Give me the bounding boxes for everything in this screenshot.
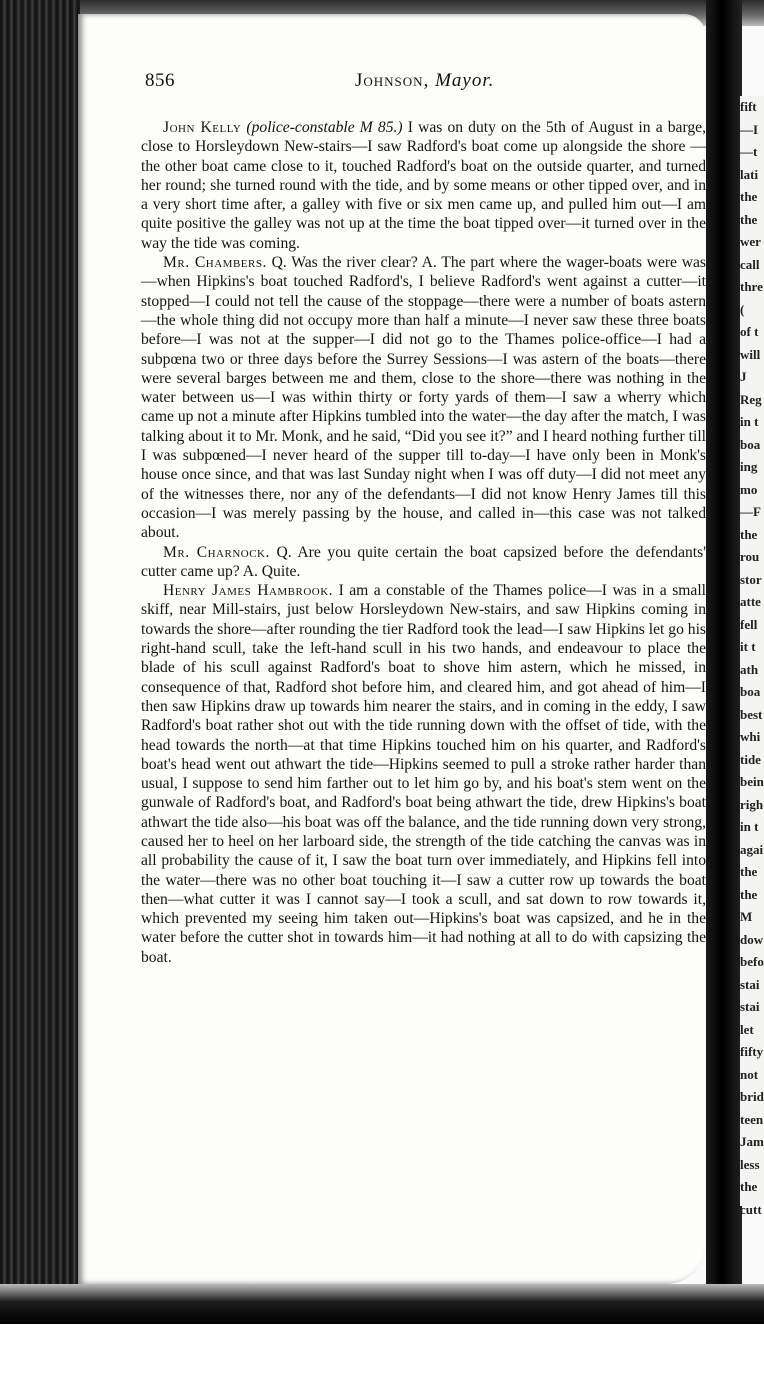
- facing-page-fragment: teen: [740, 1111, 764, 1127]
- facing-page-fragment: the: [740, 211, 758, 227]
- facing-page-fragment: the: [740, 526, 758, 542]
- facing-page-fragment: the: [740, 189, 758, 204]
- facing-page-fragment: let: [740, 1021, 754, 1037]
- facing-page-fragments: [740, 96, 764, 1221]
- facing-page-fragment: best: [740, 706, 763, 722]
- facing-page-fragment: in t: [740, 414, 759, 429]
- bottom-margin: [0, 1324, 764, 1398]
- facing-page-fragment: befo: [740, 954, 764, 969]
- facing-page-fragment: it t: [740, 639, 756, 654]
- facing-page-fragment: stai: [740, 999, 760, 1014]
- speaker-name: Mr. Chambers.: [163, 254, 267, 272]
- facing-page-fragment: —t: [740, 144, 758, 159]
- facing-page-fragment: dow: [740, 931, 764, 947]
- facing-page-fragment: mo: [740, 481, 758, 497]
- facing-page-fragment: stor: [740, 571, 762, 587]
- speaker-name: Henry James Hambrook.: [163, 582, 334, 600]
- paragraph-text: I am a constable of the Thames police—I was in a small skiff, near Mill-stairs, just below Horsleydown New-stairs, and saw Hipkins coming in towards the shore—after rounding the tier Radford took the lead—I saw Hipkins let go his right-hand scull, take the left-hand scull in his two hands, and endeavour to place the blade of his scull against Radford's boat to shove him astern, which he missed, in consequence of that, Radford shot before him, and cleared him, and got ahead of him—I then saw Hipkins draw up towards him nearer the stairs, and in coming in the eddy, I saw Radford's boat rather shot out with the tide running down with the offset of tide, with the head towards the north—at that time Hipkins touched him on his quarter, and Radford's boat's head went out athwart the tide—Hipkins seemed to pull a stroke rather harder than usual, I suppose to send him farther out to let him go by, and his boat's stem went on the gunwale of Radford's boat, and Radford's boat being athwart the tide, drew Hipkins's boat athwart the tide also—his boat was off the balance, and the tide running down very strong, caused her to heel on her larboard side, the strength of the tide catching the canvas was in all probability the cause of it, I saw the boat turn over immediately, and Hipkins fell into the water—there was no other boat touching it—I saw a cutter row up towards the boat then—what cutter it was I cannot say—I took a scull, and sat down to row towards it, which prevented my seeing him taken out—Hipkins's boat was capsized, and he in the water before the cutter shot in towards him—it had nothing at all to do with capsizing the boat.: [141, 582, 706, 966]
- facing-page-fragment: fifty: [740, 1044, 764, 1059]
- page-number: 856: [145, 70, 175, 91]
- facing-page-fragment: will: [740, 346, 761, 362]
- paragraph-text: Q. Was the river clear? A. The part where the wager-boats were was—when Hipkins's boat touched Radford's, I believe Radford's went against a cutter—it stopped—I could not tell the cause of the stoppage—there were a number of boats astern—the whole thing did not occupy more than half a minute—I never saw these three boats before—I was not at the supper—I did not go to the Thames police-office—I had a subpœna two or three days before the Surrey Sessions—I was astern of the boats—there were several barges between me and them, close to the shore—there was nothing in the water between us—I was within thirty or forty yards of them—I saw a wherry which came up not a minute after Hipkins tumbled into the water—the day after the match, I was talking about it to Mr. Monk, and he said, “Did you see it?” and I heard nothing further till I was subpœned—I never heard of the supper till to-day—I have only been in Monk's house once since, and that was last Sunday night when I was off duty—I did not meet any of the witnesses there, nor any of the defendants—I did not know Henry James till this occasion—I was merely passing by the house, and called in—this case was not talked about.: [141, 254, 707, 542]
- speaker-intro: [270, 544, 277, 561]
- facing-page-fragment: brid: [740, 1089, 764, 1104]
- facing-page-fragment: not: [740, 1066, 759, 1082]
- facing-page-fragment: wer: [740, 234, 761, 249]
- document-body: [141, 118, 706, 967]
- facing-page-fragment: tide: [740, 751, 761, 767]
- testimony-paragraph: [141, 543, 706, 582]
- facing-page-fragment: boa: [740, 684, 761, 699]
- speaker-name: John Kelly: [163, 119, 242, 136]
- facing-page-fragment: fift: [740, 99, 757, 114]
- running-header: [145, 70, 525, 100]
- facing-page-fragment: cutt: [740, 1201, 762, 1217]
- speaker-intro: (police-constable M 85.): [241, 119, 408, 136]
- facing-page-fragment: righ: [740, 796, 764, 812]
- facing-page-fragment: thre: [740, 279, 763, 294]
- facing-page-fragment: ath: [740, 661, 759, 677]
- testimony-paragraph: [141, 253, 706, 542]
- facing-page-fragment: in t: [740, 819, 759, 834]
- facing-page-fragment: the: [740, 864, 758, 879]
- facing-page-fragment: the: [740, 1179, 758, 1194]
- facing-page-fragment: of t: [740, 324, 759, 339]
- running-head-title: Mayor.: [435, 70, 495, 91]
- paragraph-text: I was on duty on the 5th of August in a barge, close to Horsleydown New-stairs—I saw Radford's boat come up alongside the shore — the other boat came close to it, touched Radford's boat on the outside quarter, and turned her round; she turned round with the tide, and by some means or other tipped over, and in a very short time after, a galley with five or six men came up, and pulled him out—I am quite positive the galley was not up at the time the boat tipped over—it turned over in the way the tide was coming.: [141, 119, 706, 252]
- facing-page-fragment: ing: [740, 459, 758, 474]
- testimony-paragraph: [141, 581, 706, 967]
- facing-page-fragment: rou: [740, 549, 760, 564]
- facing-page-edge: [740, 96, 764, 1217]
- facing-page-fragment: atte: [740, 594, 761, 609]
- facing-page-fragment: boa: [740, 436, 761, 452]
- facing-page-fragment: bein: [740, 774, 764, 789]
- facing-page-fragment: —I: [740, 121, 759, 137]
- facing-page-fragment: call: [740, 256, 760, 272]
- facing-page-fragment: the: [740, 886, 758, 902]
- facing-page-fragment: whi: [740, 729, 761, 744]
- facing-page-fragment: agai: [740, 841, 764, 857]
- facing-page-fragment: lati: [740, 166, 759, 182]
- facing-page-fragment: Reg: [740, 391, 762, 407]
- facing-page-fragment: less: [740, 1156, 760, 1172]
- facing-page-fragment: J: [740, 369, 747, 384]
- running-head-name: Johnson,: [355, 70, 430, 91]
- facing-page-fragment: Jam: [740, 1134, 764, 1149]
- testimony-paragraph: [141, 118, 706, 253]
- bottom-shadow: [0, 1284, 764, 1324]
- facing-page-fragment: (: [740, 301, 745, 317]
- facing-page-fragment: stai: [740, 976, 760, 992]
- page-gutter: [706, 0, 742, 1330]
- facing-page-fragment: —F: [740, 504, 761, 519]
- book-spine: [0, 0, 80, 1330]
- speaker-name: Mr. Charnock.: [163, 543, 270, 561]
- paragraph-text: Q. Are you quite certain the boat capsized before the defendants' cutter came up? A. Quite.: [141, 543, 706, 580]
- facing-page-fragment: M: [740, 909, 753, 924]
- running-head: [355, 70, 494, 92]
- facing-page-fragment: fell: [740, 616, 758, 632]
